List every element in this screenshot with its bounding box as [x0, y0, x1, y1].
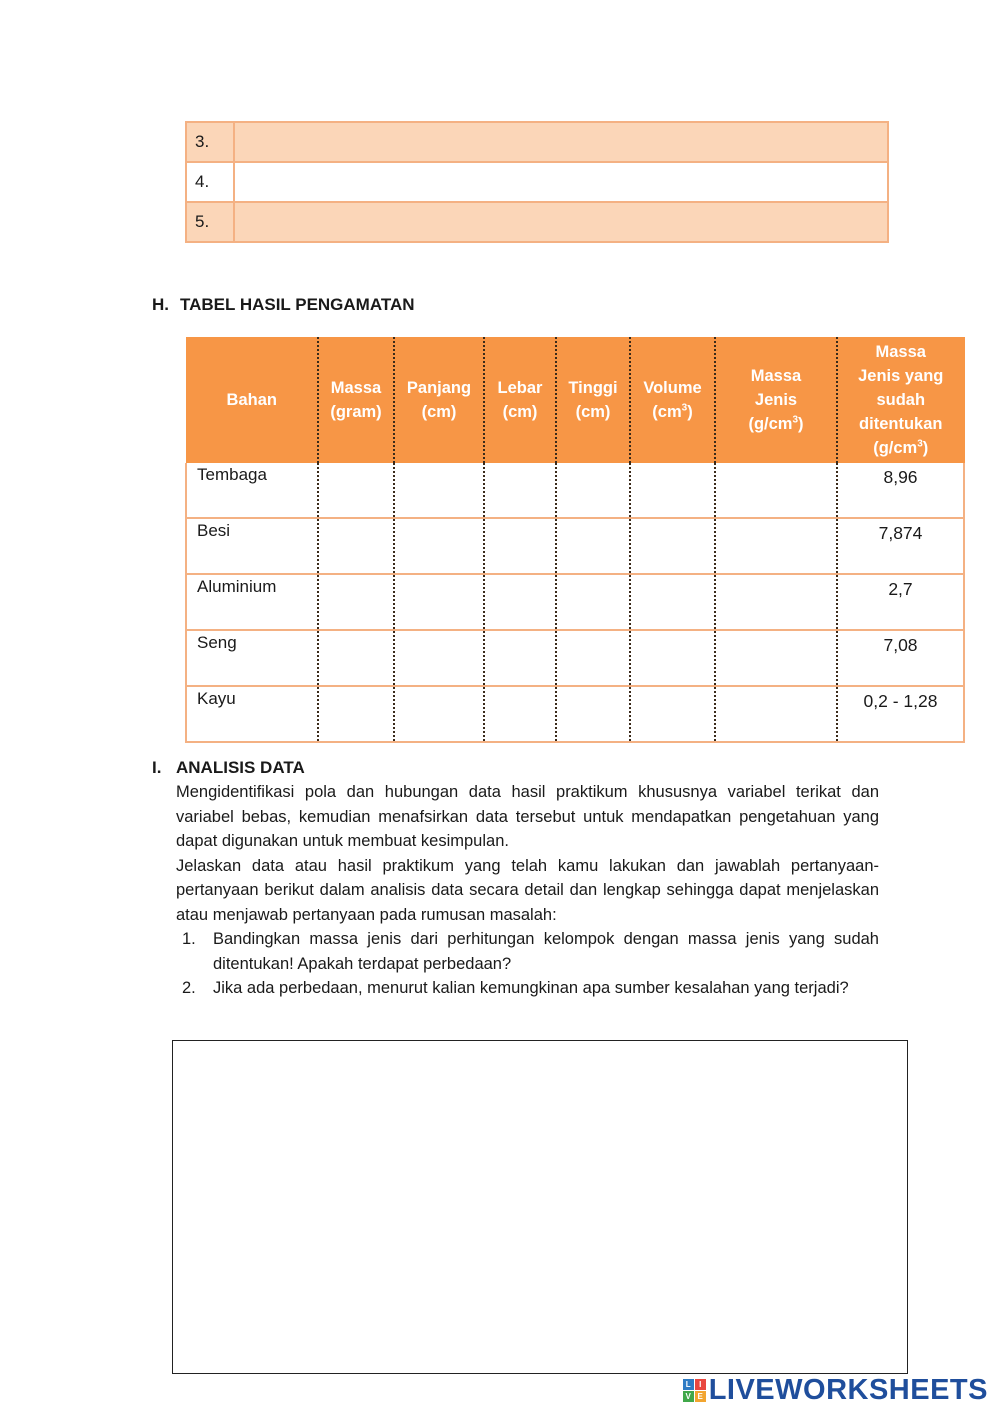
list-item [176, 976, 879, 1001]
cell-volume[interactable] [630, 574, 715, 630]
section-i-heading [152, 758, 305, 778]
question-text: Bandingkan massa jenis dari perhitungan kelompok dengan massa jenis yang sudah ditentukan! Apakah terdapat perbedaan? [213, 930, 879, 973]
numbered-list-table [185, 121, 889, 243]
row-number: 3. [186, 122, 234, 162]
section-title: ANALISIS DATA [176, 758, 305, 777]
analysis-instructions: Jelaskan data atau hasil praktikum yang telah kamu lakukan dan jawablah pertanyaan-pertanyaan berikut dalam analisis data secara detail dan lengkap sehingga dapat menjelaskan atau menjawab pertanyaan pada rumusan masalah: [176, 856, 879, 924]
cell-massa[interactable] [318, 518, 394, 574]
cell-massa[interactable] [318, 630, 394, 686]
cell-massa[interactable] [318, 574, 394, 630]
cell-lebar[interactable] [484, 686, 556, 742]
analysis-body [176, 780, 879, 1001]
header-massa-jenis: Massa Jenis $(g/cm^3)$ [715, 337, 837, 463]
cell-ditentukan: 2,7 [837, 574, 964, 630]
brand-name: LIVEWORKSHEETS [708, 1373, 988, 1406]
row-number: 5. [186, 202, 234, 242]
table-row [186, 630, 964, 686]
observation-table [185, 337, 965, 743]
cell-tinggi[interactable] [556, 686, 630, 742]
question-list [176, 927, 879, 1001]
cell-ditentukan: 7,08 [837, 630, 964, 686]
header-volume: Volume $(cm^3)$ [630, 337, 715, 463]
cell-ditentukan: 7,874 [837, 518, 964, 574]
section-letter: H. [152, 295, 169, 314]
cell-massa[interactable] [318, 463, 394, 518]
section-title: TABEL HASIL PENGAMATAN [180, 295, 415, 314]
table-row [186, 686, 964, 742]
row-entry[interactable] [234, 162, 888, 202]
cell-panjang[interactable] [394, 630, 484, 686]
header-massa-jenis-ditentukan: Massa Jenis yang sudah ditentukan $(g/cm^3)$ [837, 337, 964, 463]
cell-massa-jenis[interactable] [715, 518, 837, 574]
question-number: 2. [182, 979, 196, 997]
table-row [186, 518, 964, 574]
header-bahan: Bahan [186, 337, 318, 463]
cell-massa-jenis[interactable] [715, 630, 837, 686]
cell-volume[interactable] [630, 630, 715, 686]
row-number: 4. [186, 162, 234, 202]
header-panjang: Panjang (cm) [394, 337, 484, 463]
cell-lebar[interactable] [484, 574, 556, 630]
cell-volume[interactable] [630, 518, 715, 574]
liveworksheets-logo-icon: L I V E [683, 1379, 706, 1402]
cell-panjang[interactable] [394, 463, 484, 518]
cell-panjang[interactable] [394, 518, 484, 574]
row-entry[interactable] [234, 202, 888, 242]
section-h-heading [152, 295, 415, 315]
question-text: Jika ada perbedaan, menurut kalian kemungkinan apa sumber kesalahan yang terjadi? [213, 979, 849, 997]
header-tinggi: Tinggi (cm) [556, 337, 630, 463]
analysis-paragraph: Mengidentifikasi pola dan hubungan data hasil praktikum khususnya variabel terikat dan variabel bebas, kemudian menafsirkan data tersebut untuk mendapatkan pengetahuan yang dapat digunakan untuk membuat kesimpulan. [176, 783, 879, 850]
question-number: 1. [182, 930, 196, 948]
cell-massa-jenis[interactable] [715, 574, 837, 630]
cell-volume[interactable] [630, 463, 715, 518]
liveworksheets-brand [683, 1373, 988, 1407]
cell-bahan: Aluminium [186, 574, 318, 630]
section-letter: I. [152, 758, 162, 777]
cell-tinggi[interactable] [556, 518, 630, 574]
cell-massa-jenis[interactable] [715, 686, 837, 742]
cell-lebar[interactable] [484, 518, 556, 574]
table-row [186, 574, 964, 630]
table-row [186, 463, 964, 518]
cell-tinggi[interactable] [556, 463, 630, 518]
cell-bahan: Besi [186, 518, 318, 574]
cell-volume[interactable] [630, 686, 715, 742]
cell-lebar[interactable] [484, 630, 556, 686]
cell-bahan: Kayu [186, 686, 318, 742]
header-massa: Massa (gram) [318, 337, 394, 463]
cell-massa-jenis[interactable] [715, 463, 837, 518]
table-row [186, 162, 888, 202]
cell-tinggi[interactable] [556, 574, 630, 630]
cell-panjang[interactable] [394, 686, 484, 742]
cell-ditentukan: 0,2 - 1,28 [837, 686, 964, 742]
cell-ditentukan: 8,96 [837, 463, 964, 518]
row-entry[interactable] [234, 122, 888, 162]
cell-panjang[interactable] [394, 574, 484, 630]
header-lebar: Lebar (cm) [484, 337, 556, 463]
table-row [186, 122, 888, 162]
cell-bahan: Tembaga [186, 463, 318, 518]
cell-lebar[interactable] [484, 463, 556, 518]
answer-text-box[interactable] [172, 1040, 908, 1374]
list-item [176, 927, 879, 976]
table-header-row [186, 337, 964, 463]
cell-bahan: Seng [186, 630, 318, 686]
cell-tinggi[interactable] [556, 630, 630, 686]
cell-massa[interactable] [318, 686, 394, 742]
table-row [186, 202, 888, 242]
